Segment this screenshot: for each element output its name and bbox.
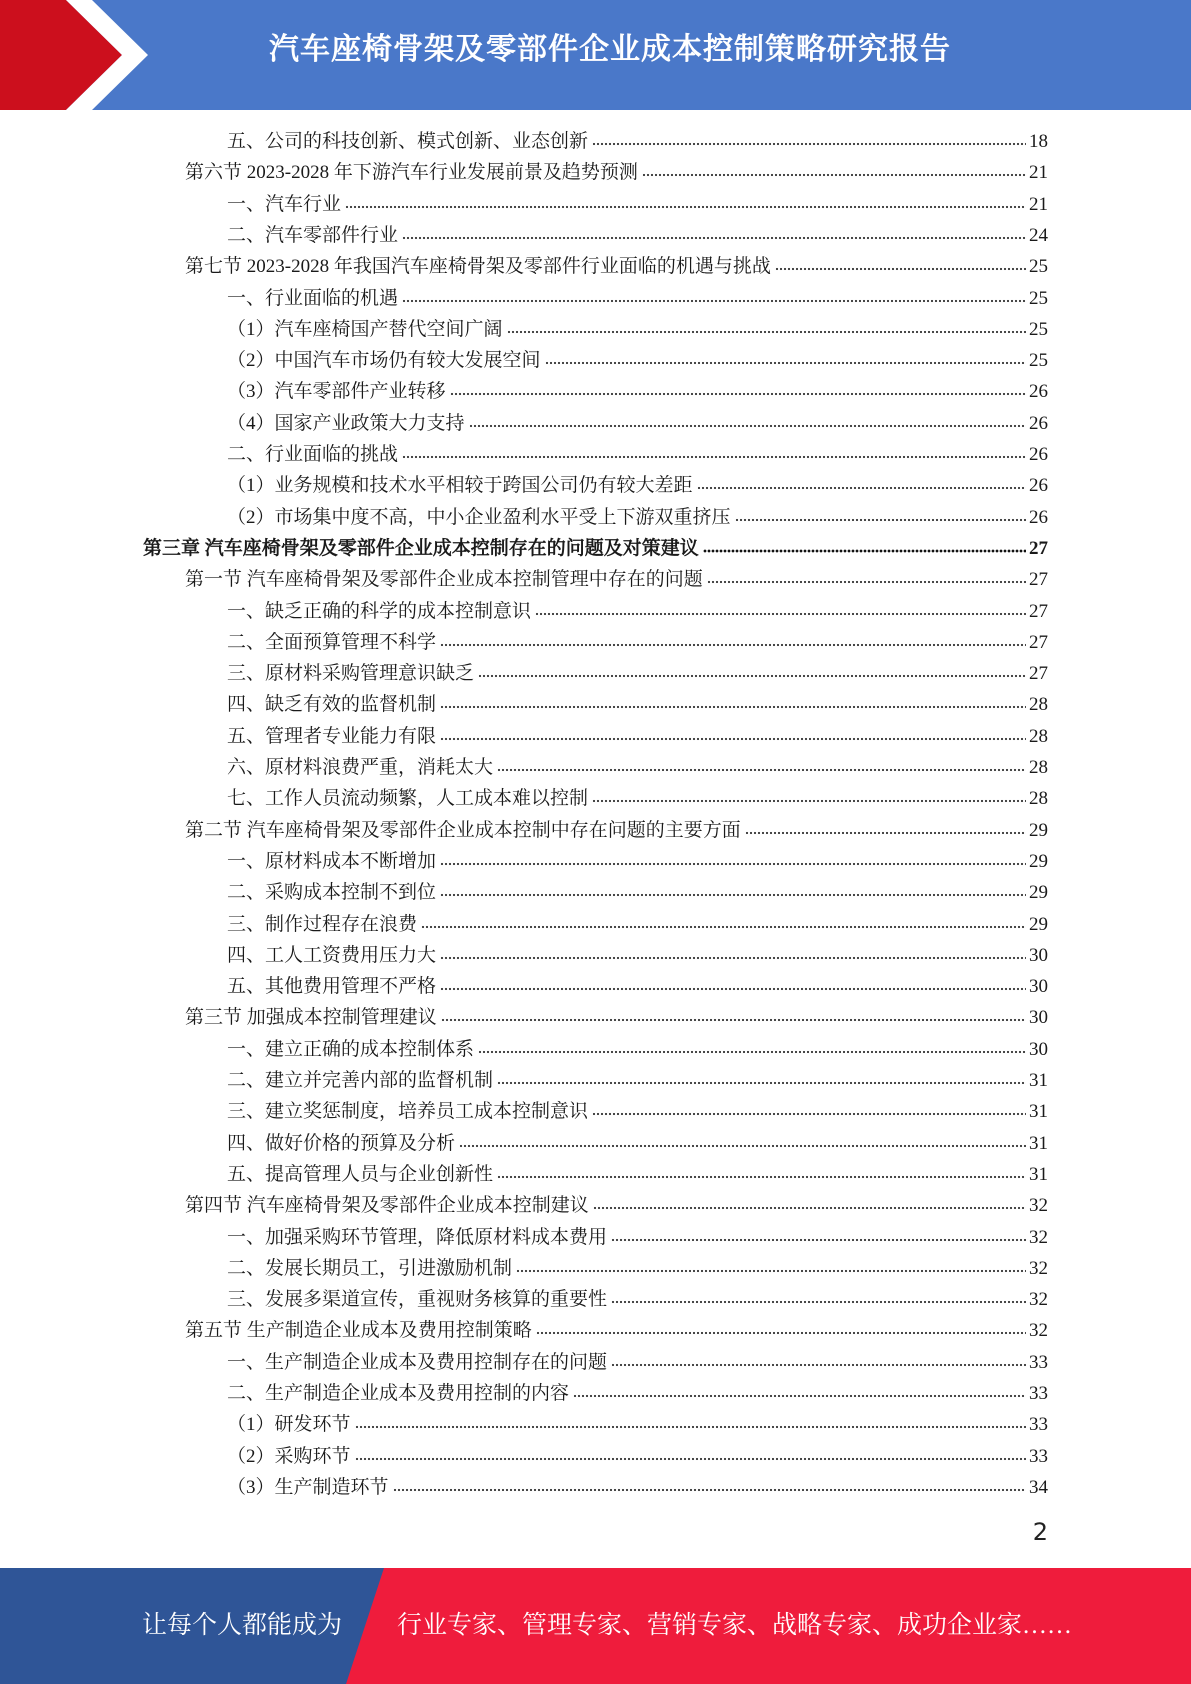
toc-entry-page: 31 bbox=[1029, 1132, 1048, 1154]
toc-dot-leader bbox=[440, 955, 1026, 961]
toc-entry-label: 第五节 生产制造企业成本及费用控制策略 bbox=[185, 1320, 532, 1342]
toc-entry-label: 二、汽车零部件行业 bbox=[227, 224, 399, 246]
toc-entry-page: 28 bbox=[1029, 725, 1048, 747]
toc-dot-leader bbox=[393, 1487, 1026, 1493]
toc-entry-page: 28 bbox=[1029, 788, 1048, 810]
toc-dot-leader bbox=[478, 673, 1026, 679]
toc-entry-label: （4）国家产业政策大力支持 bbox=[227, 412, 465, 434]
toc-entry-page: 27 bbox=[1029, 537, 1048, 559]
toc-dot-leader bbox=[535, 611, 1026, 617]
toc-entry-label: 第七节 2023-2028 年我国汽车座椅骨架及零部件行业面临的机遇与挑战 bbox=[185, 256, 771, 278]
toc-entry-label: （1）研发环节 bbox=[227, 1414, 351, 1436]
toc-dot-leader bbox=[355, 1424, 1026, 1430]
toc-dot-leader bbox=[402, 235, 1026, 241]
toc-entry-label: 二、采购成本控制不到位 bbox=[227, 882, 437, 904]
toc-entry-page: 29 bbox=[1029, 819, 1048, 841]
toc-entry-label: 二、行业面临的挑战 bbox=[227, 444, 399, 465]
toc-entry-label: 一、行业面临的机遇 bbox=[227, 287, 399, 309]
toc-entry[interactable] bbox=[227, 408, 1048, 439]
footer-slogan-right: 行业专家、管理专家、营销专家、战略专家、成功企业家…… bbox=[397, 1612, 1073, 1639]
toc-entry[interactable] bbox=[227, 1096, 1048, 1127]
toc-dot-leader bbox=[440, 642, 1026, 648]
report-title: 汽车座椅骨架及零部件企业成本控制策略研究报告 bbox=[269, 32, 951, 67]
toc-entry-page: 26 bbox=[1029, 412, 1048, 434]
toc-entry-label: 三、发展多渠道宣传，重视财务核算的重要性 bbox=[227, 1289, 608, 1311]
toc-entry[interactable] bbox=[227, 376, 1048, 407]
toc-dot-leader bbox=[450, 391, 1026, 397]
toc-dot-leader bbox=[592, 798, 1026, 804]
toc-entry-page: 26 bbox=[1029, 506, 1048, 528]
toc-entry-label: 三、原材料采购管理意识缺乏 bbox=[227, 663, 475, 685]
toc-entry-label: （2）采购环节 bbox=[227, 1445, 351, 1467]
toc-entry-label: 第二节 汽车座椅骨架及零部件企业成本控制中存在问题的主要方面 bbox=[185, 819, 741, 841]
toc-dot-leader bbox=[592, 141, 1026, 147]
toc-entry-page: 24 bbox=[1029, 224, 1048, 246]
toc-entry-label: 第四节 汽车座椅骨架及零部件企业成本控制建议 bbox=[185, 1195, 589, 1217]
toc-entry-page: 25 bbox=[1029, 350, 1048, 372]
toc-entry[interactable] bbox=[227, 1409, 1048, 1440]
toc-entry-label: （1）汽车座椅国产替代空间广阔 bbox=[227, 318, 503, 340]
toc-entry-page: 33 bbox=[1029, 1445, 1048, 1467]
toc-entry[interactable] bbox=[227, 283, 1048, 314]
toc-entry-page: 27 bbox=[1029, 600, 1048, 622]
toc-entry[interactable] bbox=[227, 721, 1048, 752]
toc-entry-label: 二、全面预算管理不科学 bbox=[227, 631, 437, 653]
toc-entry[interactable] bbox=[227, 940, 1048, 971]
toc-entry[interactable] bbox=[227, 126, 1048, 157]
toc-entry-page: 31 bbox=[1029, 1163, 1048, 1185]
toc-entry-label: （2）市场集中度不高，中小企业盈利水平受上下游双重挤压 bbox=[227, 506, 731, 528]
toc-dot-leader bbox=[536, 1330, 1026, 1336]
toc-entry-label: 一、加强采购环节管理，降低原材料成本费用 bbox=[227, 1226, 608, 1248]
toc-entry[interactable] bbox=[227, 596, 1048, 627]
toc-entry[interactable] bbox=[227, 909, 1048, 940]
toc-entry-page: 32 bbox=[1029, 1320, 1048, 1342]
toc-entry-page: 33 bbox=[1029, 1383, 1048, 1404]
toc-entry-label: 五、管理者专业能力有限 bbox=[227, 725, 437, 747]
toc-entry-page: 30 bbox=[1029, 1038, 1048, 1060]
toc-entry-label: 六、原材料浪费严重，消耗太大 bbox=[227, 757, 494, 778]
toc-entry[interactable] bbox=[185, 1315, 1048, 1346]
page-footer bbox=[0, 1568, 1191, 1684]
toc-dot-leader bbox=[775, 266, 1026, 272]
toc-dot-leader bbox=[545, 360, 1026, 366]
toc-entry-page: 30 bbox=[1029, 1007, 1048, 1029]
toc-entry[interactable] bbox=[227, 470, 1048, 501]
toc-dot-leader bbox=[697, 485, 1026, 491]
toc-dot-leader bbox=[707, 579, 1026, 585]
toc-entry-page: 28 bbox=[1029, 694, 1048, 716]
toc-entry-page: 29 bbox=[1029, 850, 1048, 872]
toc-dot-leader bbox=[497, 767, 1026, 773]
toc-entry[interactable] bbox=[227, 1347, 1048, 1378]
toc-dot-leader bbox=[497, 1174, 1026, 1180]
toc-dot-leader bbox=[441, 1017, 1026, 1023]
toc-entry[interactable] bbox=[227, 1128, 1048, 1159]
toc-entry-label: （2）中国汽车市场仍有较大发展空间 bbox=[227, 350, 541, 372]
toc-dot-leader bbox=[611, 1299, 1026, 1305]
toc-entry-page: 28 bbox=[1029, 757, 1048, 778]
toc-entry-page: 34 bbox=[1029, 1476, 1048, 1498]
toc-entry[interactable] bbox=[185, 564, 1048, 595]
toc-entry-page: 29 bbox=[1029, 882, 1048, 904]
toc-dot-leader bbox=[469, 423, 1026, 429]
toc-entry[interactable] bbox=[227, 1472, 1048, 1503]
toc-dot-leader bbox=[507, 329, 1026, 335]
toc-entry-label: 三、建立奖惩制度，培养员工成本控制意识 bbox=[227, 1101, 589, 1123]
toc-entry-label: 第三章 汽车座椅骨架及零部件企业成本控制存在的问题及对策建议 bbox=[143, 537, 699, 559]
toc-entry[interactable] bbox=[227, 1441, 1048, 1472]
toc-entry-label: 三、制作过程存在浪费 bbox=[227, 913, 418, 935]
toc-entry-page: 26 bbox=[1029, 381, 1048, 403]
toc-dot-leader bbox=[611, 1362, 1026, 1368]
toc-entry[interactable] bbox=[227, 314, 1048, 345]
toc-entry[interactable] bbox=[227, 1253, 1048, 1284]
toc-entry[interactable] bbox=[227, 439, 1048, 470]
toc-entry-page: 30 bbox=[1029, 944, 1048, 966]
toc-entry-label: 四、缺乏有效的监督机制 bbox=[227, 694, 437, 716]
toc-entry-label: 第六节 2023-2028 年下游汽车行业发展前景及趋势预测 bbox=[185, 162, 638, 184]
toc-dot-leader bbox=[440, 861, 1026, 867]
toc-entry[interactable] bbox=[227, 877, 1048, 908]
toc-entry-label: 第三节 加强成本控制管理建议 bbox=[185, 1007, 437, 1029]
toc-dot-leader bbox=[402, 298, 1026, 304]
toc-entry-page: 18 bbox=[1029, 131, 1048, 152]
toc-dot-leader bbox=[573, 1393, 1026, 1399]
toc-entry-page: 27 bbox=[1029, 663, 1048, 685]
toc-dot-leader bbox=[611, 1237, 1026, 1243]
toc-dot-leader bbox=[735, 517, 1026, 523]
toc-dot-leader bbox=[459, 1143, 1026, 1149]
toc-entry[interactable] bbox=[227, 689, 1048, 720]
toc-entry[interactable] bbox=[227, 1034, 1048, 1065]
page-header bbox=[0, 0, 1191, 110]
toc-dot-leader bbox=[703, 548, 1026, 554]
toc-entry-label: 四、工人工资费用压力大 bbox=[227, 944, 437, 966]
toc-entry[interactable] bbox=[227, 1065, 1048, 1096]
toc-entry[interactable] bbox=[227, 1378, 1048, 1409]
toc-entry[interactable] bbox=[185, 1002, 1048, 1033]
toc-entry-page: 32 bbox=[1029, 1226, 1048, 1248]
toc-entry-page: 26 bbox=[1029, 444, 1048, 465]
toc-entry-page: 25 bbox=[1029, 318, 1048, 340]
toc-entry-label: （1）业务规模和技术水平相较于跨国公司仍有较大差距 bbox=[227, 475, 693, 497]
footer-slogan-left: 让每个人都能成为 bbox=[142, 1612, 343, 1639]
toc-entry[interactable] bbox=[227, 783, 1048, 814]
toc-entry[interactable] bbox=[227, 1159, 1048, 1190]
toc-entry-page: 31 bbox=[1029, 1070, 1048, 1091]
toc-entry-page: 27 bbox=[1029, 631, 1048, 653]
toc-entry-page: 21 bbox=[1029, 162, 1048, 184]
toc-dot-leader bbox=[402, 454, 1026, 460]
toc-dot-leader bbox=[440, 736, 1026, 742]
toc-dot-leader bbox=[440, 704, 1026, 710]
toc-dot-leader bbox=[516, 1268, 1026, 1274]
toc-entry[interactable] bbox=[227, 752, 1048, 783]
toc-dot-leader bbox=[593, 1205, 1026, 1211]
toc-entry[interactable] bbox=[185, 157, 1048, 188]
toc-entry-label: 一、缺乏正确的科学的成本控制意识 bbox=[227, 600, 532, 622]
toc-entry-page: 26 bbox=[1029, 475, 1048, 497]
toc-dot-leader bbox=[642, 172, 1026, 178]
toc-entry-page: 25 bbox=[1029, 287, 1048, 309]
toc-entry-page: 32 bbox=[1029, 1289, 1048, 1311]
toc-entry-page: 33 bbox=[1029, 1351, 1048, 1373]
toc-dot-leader bbox=[592, 1111, 1026, 1117]
toc-entry-label: 二、建立并完善内部的监督机制 bbox=[227, 1070, 494, 1091]
toc-entry-page: 25 bbox=[1029, 256, 1048, 278]
toc-entry-label: 一、原材料成本不断增加 bbox=[227, 850, 437, 872]
toc-dot-leader bbox=[421, 924, 1026, 930]
toc-entry-label: （3）生产制造环节 bbox=[227, 1476, 389, 1498]
toc-dot-leader bbox=[745, 830, 1026, 836]
toc-entry-page: 32 bbox=[1029, 1257, 1048, 1279]
toc-entry-label: 七、工作人员流动频繁，人工成本难以控制 bbox=[227, 788, 589, 810]
toc-dot-leader bbox=[345, 204, 1026, 210]
toc-entry-label: 二、发展长期员工，引进激励机制 bbox=[227, 1257, 513, 1279]
page-number: 2 bbox=[1032, 1518, 1048, 1546]
toc-entry-page: 30 bbox=[1029, 976, 1048, 998]
toc-entry-label: 五、其他费用管理不严格 bbox=[227, 976, 437, 998]
toc-entry[interactable] bbox=[185, 815, 1048, 846]
toc-entry-label: 一、汽车行业 bbox=[227, 193, 342, 215]
toc-entry-label: 二、生产制造企业成本及费用控制的内容 bbox=[227, 1383, 570, 1404]
toc-entry-page: 29 bbox=[1029, 913, 1048, 935]
toc-entry[interactable] bbox=[227, 846, 1048, 877]
toc-entry-page: 32 bbox=[1029, 1195, 1048, 1217]
toc-dot-leader bbox=[440, 986, 1026, 992]
toc-entry[interactable] bbox=[185, 1190, 1048, 1221]
toc-entry-label: （3）汽车零部件产业转移 bbox=[227, 381, 446, 403]
toc-dot-leader bbox=[440, 892, 1026, 898]
toc-entry[interactable] bbox=[227, 658, 1048, 689]
toc-entry-page: 31 bbox=[1029, 1101, 1048, 1123]
toc-entry-label: 四、做好价格的预算及分析 bbox=[227, 1132, 456, 1154]
toc-entry-label: 一、建立正确的成本控制体系 bbox=[227, 1038, 475, 1060]
toc-entry-label: 五、提高管理人员与企业创新性 bbox=[227, 1163, 494, 1185]
toc-dot-leader bbox=[355, 1456, 1026, 1462]
toc-entry-label: 第一节 汽车座椅骨架及零部件企业成本控制管理中存在的问题 bbox=[185, 569, 703, 591]
toc-entry[interactable] bbox=[227, 627, 1048, 658]
toc-entry-label: 一、生产制造企业成本及费用控制存在的问题 bbox=[227, 1351, 608, 1373]
toc-entry[interactable] bbox=[227, 1284, 1048, 1315]
toc-entry[interactable] bbox=[227, 971, 1048, 1002]
toc-entry-label: 五、公司的科技创新、模式创新、业态创新 bbox=[227, 131, 589, 152]
toc-dot-leader bbox=[478, 1049, 1026, 1055]
toc-dot-leader bbox=[497, 1080, 1026, 1086]
toc-entry[interactable] bbox=[227, 189, 1048, 220]
toc-entry[interactable] bbox=[227, 220, 1048, 251]
toc-entry[interactable] bbox=[227, 345, 1048, 376]
toc-entry[interactable] bbox=[227, 1222, 1048, 1253]
toc-entry[interactable] bbox=[185, 251, 1048, 282]
toc-entry[interactable] bbox=[227, 502, 1048, 533]
toc-entry-page: 33 bbox=[1029, 1414, 1048, 1436]
toc-entry[interactable] bbox=[143, 533, 1048, 564]
toc-entry-page: 21 bbox=[1029, 193, 1048, 215]
toc-entry-page: 27 bbox=[1029, 569, 1048, 591]
